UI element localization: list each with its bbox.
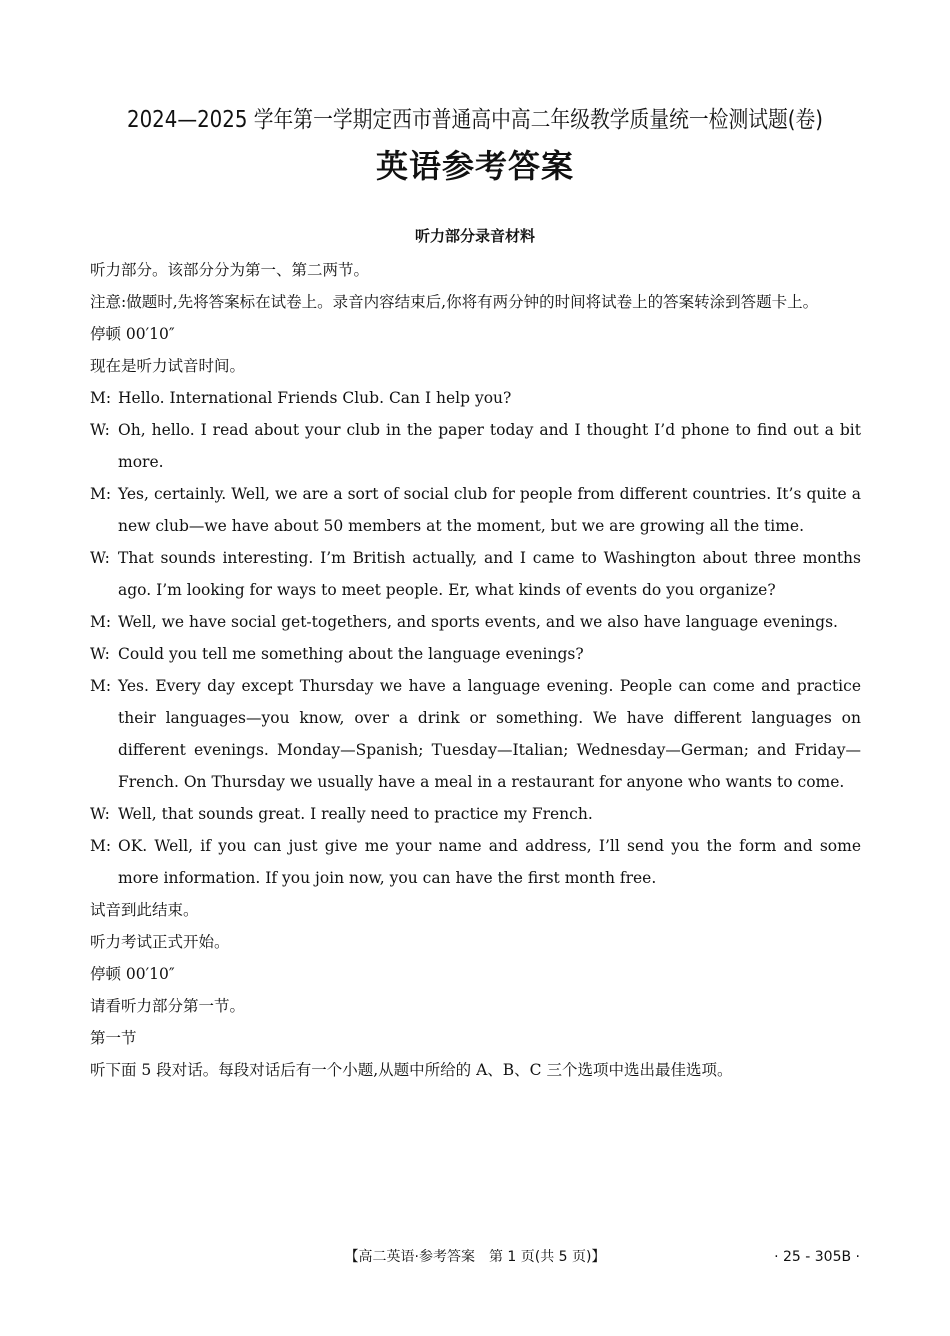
- speaker-label: M:: [90, 677, 112, 695]
- speaker-label: M:: [90, 485, 112, 503]
- speaker-label: M:: [90, 613, 112, 631]
- dialogue-text: Yes. Every day except Thursday we have a language evening. People can come and practice their languages—you know, over a drink or something. We have different languages on different evenings. Monday—Spanish; Tuesday—Italian; Wednesday—German; and Friday—French. On Thursday we usually have a meal in a restaurant for anyone who wants to come.: [118, 677, 861, 791]
- dialogue-line: [90, 830, 861, 894]
- notice-line: 注意:做题时,先将答案标在试卷上。录音内容结束后,你将有两分钟的时间将试卷上的答案转涂到答题卡上。: [90, 293, 819, 311]
- exam-title: 2024—2025 学年第一学期定西市普通高中高二年级教学质量统一检测试题(卷): [126, 107, 824, 133]
- section-title: 听力部分录音材料: [414, 227, 535, 245]
- dialogue-line: [90, 798, 861, 830]
- dialogue-text: Oh, hello. I read about your club in the paper today and I thought I’d phone to find out a bit more.: [118, 421, 861, 471]
- dialogue-text: Well, that sounds great. I really need to practice my French.: [118, 805, 593, 823]
- trial-start-line: 现在是听力试音时间。: [90, 357, 246, 375]
- body-text: [90, 254, 861, 1086]
- exam-start-line: 听力考试正式开始。: [90, 933, 230, 951]
- page-number-label: 【高二英语·参考答案 第 1 页(共 5 页)】: [344, 1249, 606, 1265]
- pause-line: 停顿 00′10″: [90, 965, 175, 983]
- dialogue-text: OK. Well, if you can just give me your name and address, I’ll send you the form and some more information. If you join now, you can have the first month free.: [118, 837, 861, 887]
- part-one-instructions: 听下面 5 段对话。每段对话后有一个小题,从题中所给的 A、B、C 三个选项中选出最佳选项。: [90, 1061, 733, 1079]
- dialogue-line: [90, 478, 861, 542]
- part-one-heading: 第一节: [90, 1029, 137, 1047]
- dialogue-line: [90, 382, 861, 414]
- dialogue-text: Yes, certainly. Well, we are a sort of social club for people from different countries. It’s quite a new club—we have about 50 members at the moment, but we are growing all the time.: [118, 485, 861, 535]
- part-one-prompt-line: 请看听力部分第一节。: [90, 997, 246, 1015]
- paper-code: · 25 - 305B ·: [774, 1249, 860, 1265]
- dialogue-line: [90, 542, 861, 606]
- pause-line: 停顿 00′10″: [90, 325, 175, 343]
- dialogue-text: That sounds interesting. I’m British actually, and I came to Washington about three months ago. I’m looking for ways to meet people. Er, what kinds of events do you organize?: [118, 549, 861, 599]
- dialogue-line: [90, 670, 861, 798]
- speaker-label: W:: [90, 421, 110, 439]
- dialogue-text: Well, we have social get-togethers, and sports events, and we also have language evenings.: [118, 613, 838, 631]
- dialogue-line: [90, 638, 861, 670]
- speaker-label: M:: [90, 837, 112, 855]
- dialogue-text: Could you tell me something about the language evenings?: [118, 645, 584, 663]
- dialogue-line: [90, 606, 861, 638]
- speaker-label: W:: [90, 549, 110, 567]
- speaker-label: W:: [90, 805, 110, 823]
- answer-key-title: 英语参考答案: [375, 147, 574, 185]
- dialogue: [90, 382, 861, 894]
- dialogue-text: Hello. International Friends Club. Can I help you?: [118, 389, 512, 407]
- trial-end-line: 试音到此结束。: [90, 901, 199, 919]
- dialogue-line: [90, 414, 861, 478]
- speaker-label: W:: [90, 645, 110, 663]
- intro-line: 听力部分。该部分分为第一、第二两节。: [90, 261, 370, 279]
- speaker-label: M:: [90, 389, 112, 407]
